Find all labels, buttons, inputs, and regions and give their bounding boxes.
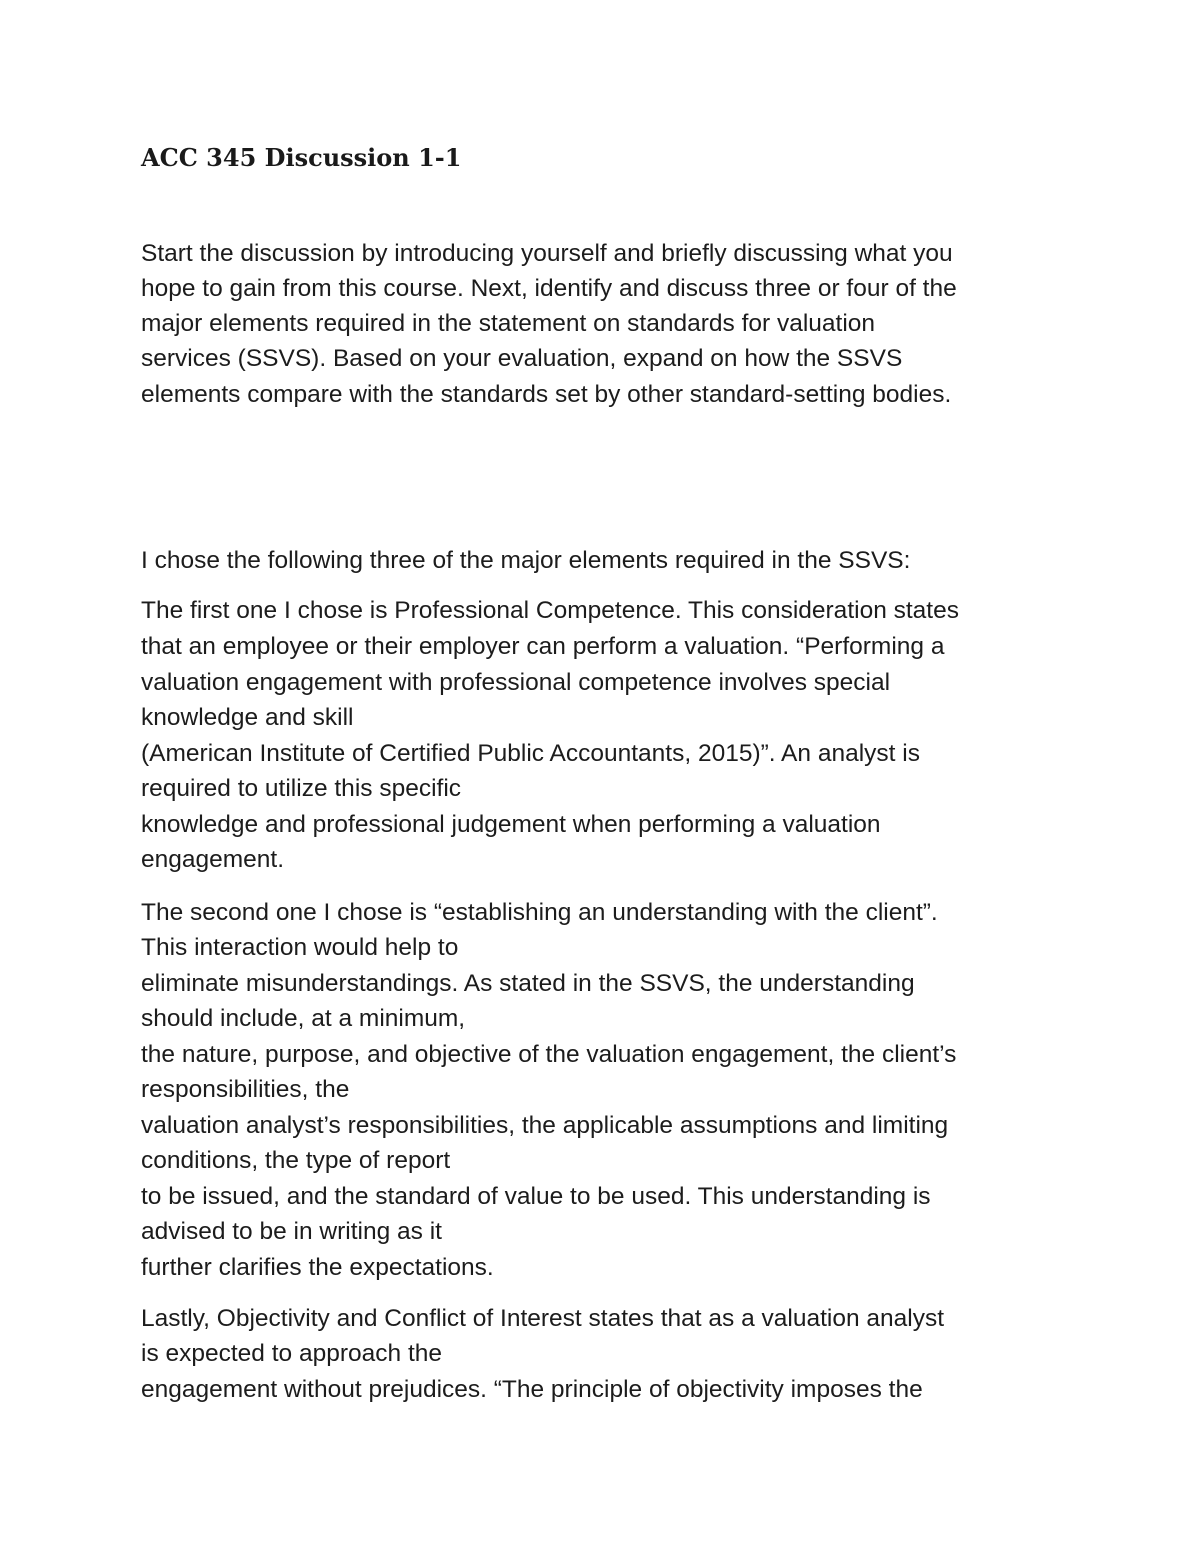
prompt-line: major elements required in the statement on standards for valuation (141, 310, 876, 337)
paragraph-2-line: valuation analyst’s responsibilities, the applicable assumptions and limiting (141, 1112, 949, 1139)
paragraph-1-line: that an employee or their employer can perform a valuation. “Performing a (141, 633, 945, 660)
paragraph-2-line: to be issued, and the standard of value to be used. This understanding is (141, 1183, 931, 1210)
paragraph-1-line: The first one I chose is Professional Competence. This consideration states (141, 597, 959, 624)
prompt-line: services (SSVS). Based on your evaluation, expand on how the SSVS (141, 345, 903, 372)
paragraph-2-line: The second one I chose is “establishing an understanding with the client”. (141, 899, 938, 926)
paragraph-1-line: required to utilize this specific (141, 775, 462, 802)
paragraph-1-line: knowledge and professional judgement when performing a valuation (141, 811, 881, 838)
prompt-line: hope to gain from this course. Next, identify and discuss three or four of the (141, 275, 957, 302)
paragraph-2-line: advised to be in writing as it (141, 1218, 442, 1245)
paragraph-2-line: should include, at a minimum, (141, 1005, 466, 1032)
paragraph-2-line: eliminate misunderstandings. As stated in the SSVS, the understanding (141, 970, 915, 997)
paragraph-3-line: engagement without prejudices. “The principle of objectivity imposes the (141, 1376, 923, 1403)
paragraph-3-line: Lastly, Objectivity and Conflict of Interest states that as a valuation analyst (141, 1305, 945, 1332)
paragraph-1-line: engagement. (141, 846, 285, 873)
paragraph-2-line: This interaction would help to (141, 934, 459, 961)
prompt-line: elements compare with the standards set by other standard-setting bodies. (141, 381, 952, 408)
paragraph-1-line: (American Institute of Certified Public Accountants, 2015)”. An analyst is (141, 740, 920, 767)
paragraph-1-line: valuation engagement with professional competence involves special (141, 669, 891, 696)
paragraph-3-line: is expected to approach the (141, 1340, 443, 1367)
paragraph-1-line: knowledge and skill (141, 704, 354, 731)
paragraph-2-line: responsibilities, the (141, 1076, 350, 1103)
paragraph-2-line: further clarifies the expectations. (141, 1254, 494, 1281)
paragraph-2-line: conditions, the type of report (141, 1147, 451, 1174)
prompt-line: Start the discussion by introducing yourself and briefly discussing what you (141, 240, 953, 267)
intro-line: I chose the following three of the major elements required in the SSVS: (141, 547, 911, 574)
document-title: ACC 345 Discussion 1-1 (141, 143, 462, 172)
paragraph-2-line: the nature, purpose, and objective of the valuation engagement, the client’s (141, 1041, 957, 1068)
